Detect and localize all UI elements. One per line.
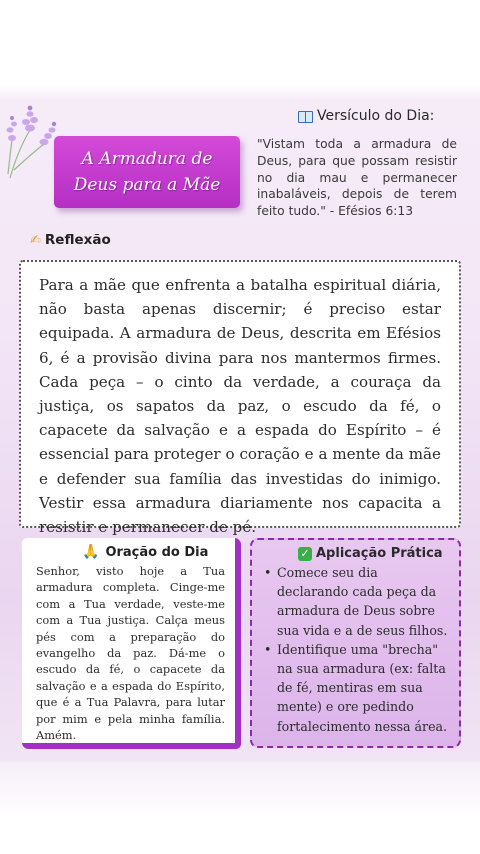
praying-hands-icon: 🙏 [82,544,100,560]
application-list [264,563,451,736]
prayer-label: Oração do Dia [105,544,209,560]
bottom-band [0,762,480,854]
verse-heading [298,108,434,124]
book-icon [298,111,312,122]
prayer-text: Senhor, visto hoje a Tua armadura completa. Cinge-me com a Tua verdade, veste-me com a Tua justiça. Calça meus pés com a preparação do evangelho da paz. Dá-me o escudo da fé, o capacete da salvação e a espada do Espírito, que é a Tua Palavra, para lutar por mim e pela minha família. Amém. [36,564,225,743]
title-banner [54,136,240,208]
prayer-heading [82,544,225,560]
reflection-box [19,260,461,537]
verse-text: "Vistam toda a armadura de Deus, para que possam resistir no dia mau e permanecer inabaláveis, depois de terem feito tudo." - Efésios 6:13 [257,137,457,219]
prayer-box [22,538,240,748]
reflection-heading [30,232,111,248]
page-title: A Armadura de Deus para a Mãe [73,149,221,195]
reflection-label: Reflexão [44,232,111,248]
list-item: • Comece seu dia declarando cada peça da armadura de Deus sobre sua vida e a de seus filhos. [264,563,451,640]
application-box [250,538,461,748]
application-label: Aplicação Prática [316,546,443,561]
check-mark-icon: ✓ [298,547,312,561]
list-item: • Identifique uma "brecha" na sua armadura (ex: falta de fé, mentiras em sua mente) e ore pedindo fortalecimento nessa área. [264,640,451,736]
verse-label: Versículo do Dia: [317,108,435,124]
application-heading [298,546,451,561]
reflection-text: Para a mãe que enfrenta a batalha espiritual diária, não basta apenas discernir; é preciso estar equipada. A armadura de Deus, descrita em Efésios 6, é a provisão divina para nos mantermos firmes. Cada peça – o cinto da verdade, a couraça da justiça, os sapatos da paz, o escudo da fé, o capacete da salvação e a espada do Espírito – é essencial para proteger o coração e a mente da mãe e defender sua família das investidas do inimigo. Vestir essa armadura diariamente nos capacita a resistir e permanecer de pé. [39,276,441,537]
writing-hand-icon: ✍ [30,232,41,248]
